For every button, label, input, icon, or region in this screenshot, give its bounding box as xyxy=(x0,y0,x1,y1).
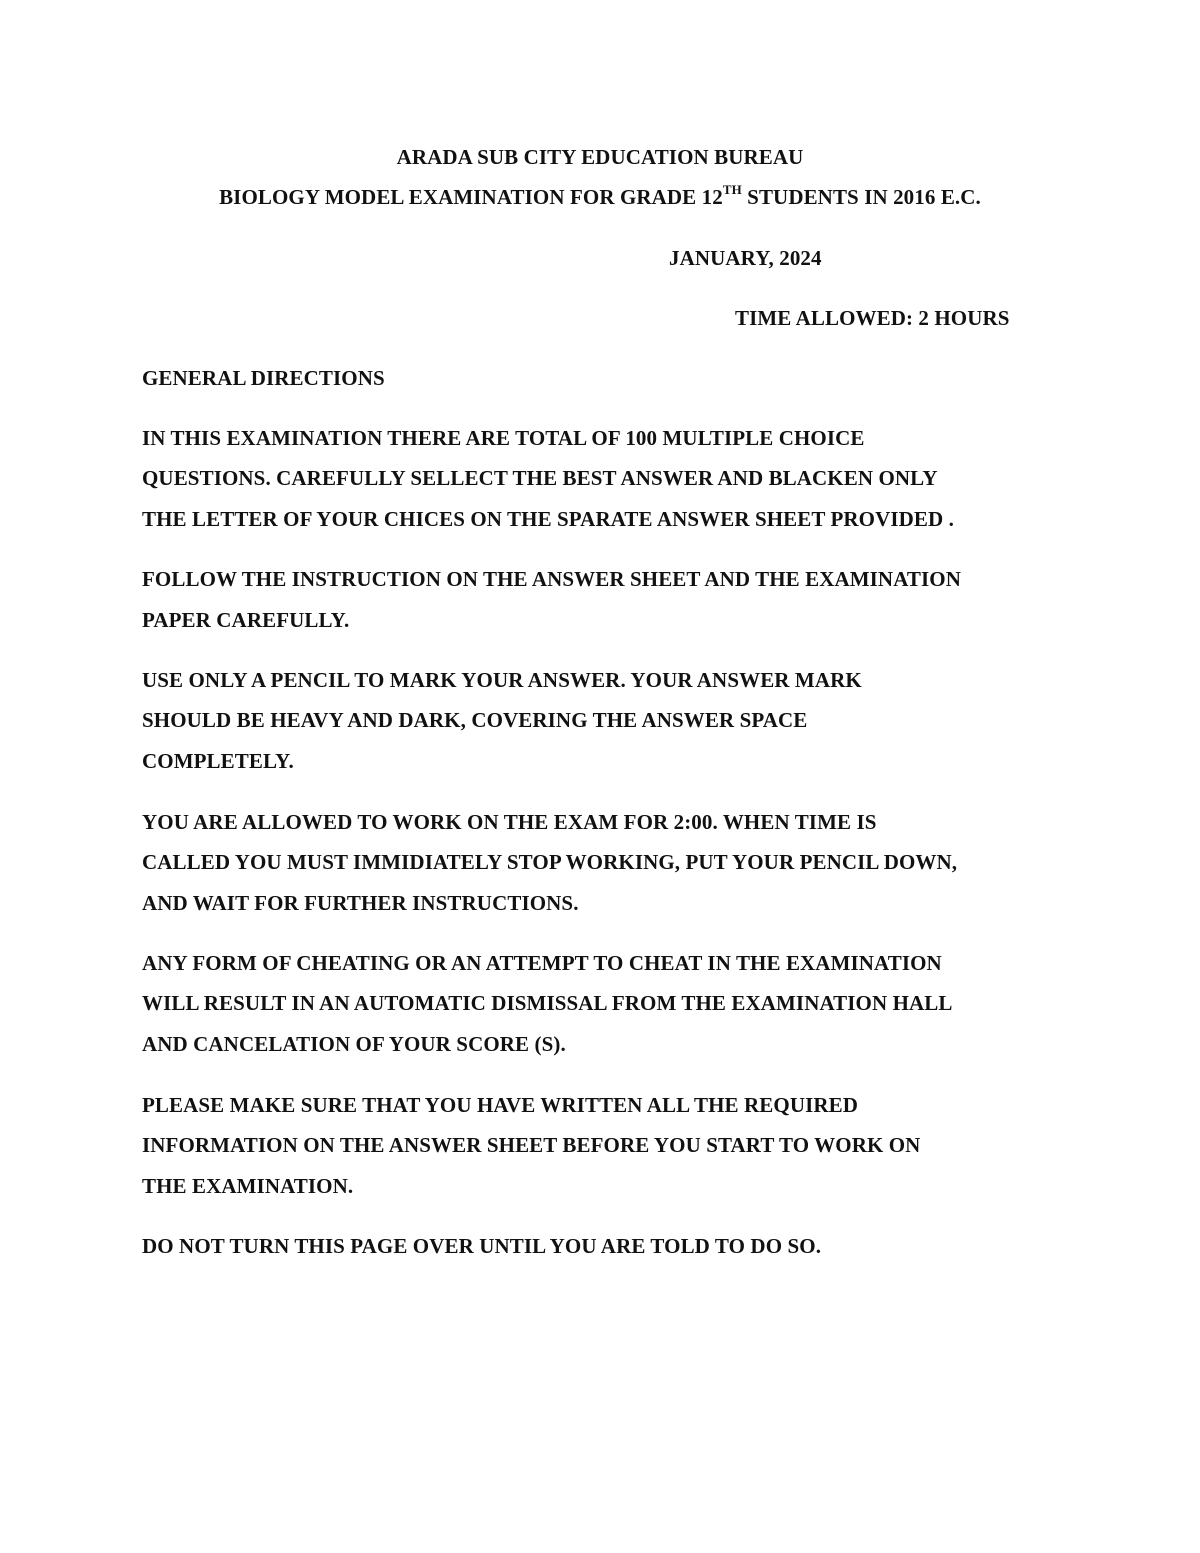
direction-5-line-2: WILL RESULT IN AN AUTOMATIC DISMISSAL FROM THE EXAMINATION HALL xyxy=(142,991,953,1015)
direction-6-line-3: THE EXAMINATION. xyxy=(142,1174,354,1198)
direction-4-line-3: AND WAIT FOR FURTHER INSTRUCTIONS. xyxy=(142,891,579,915)
direction-2-line-2: PAPER CAREFULLY. xyxy=(142,608,350,632)
bureau-title: ARADA SUB CITY EDUCATION BUREAU xyxy=(396,145,804,169)
exam-title-superscript: TH xyxy=(722,182,742,197)
direction-1-line-3: THE LETTER OF YOUR CHICES ON THE SPARATE ANSWER SHEET PROVIDED . xyxy=(142,507,954,531)
direction-4-line-2: CALLED YOU MUST IMMIDIATELY STOP WORKING, PUT YOUR PENCIL DOWN, xyxy=(142,850,958,874)
direction-2-line-1: FOLLOW THE INSTRUCTION ON THE ANSWER SHEET AND THE EXAMINATION xyxy=(142,567,961,591)
direction-6-line-1: PLEASE MAKE SURE THAT YOU HAVE WRITTEN ALL THE REQUIRED xyxy=(142,1093,858,1117)
direction-1-line-1: IN THIS EXAMINATION THERE ARE TOTAL OF 100 MULTIPLE CHOICE xyxy=(142,426,865,450)
exam-title-main: BIOLOGY MODEL EXAMINATION FOR GRADE 12 xyxy=(219,185,723,209)
exam-title xyxy=(0,182,1200,209)
time-allowed: TIME ALLOWED: 2 HOURS xyxy=(735,306,1010,330)
direction-3-line-3: COMPLETELY. xyxy=(142,749,294,773)
direction-4-line-1: YOU ARE ALLOWED TO WORK ON THE EXAM FOR 2:00. WHEN TIME IS xyxy=(142,810,877,834)
directions-heading: GENERAL DIRECTIONS xyxy=(142,366,385,390)
exam-date: JANUARY, 2024 xyxy=(669,246,822,270)
direction-5-line-1: ANY FORM OF CHEATING OR AN ATTEMPT TO CHEAT IN THE EXAMINATION xyxy=(142,951,942,975)
direction-3-line-2: SHOULD BE HEAVY AND DARK, COVERING THE ANSWER SPACE xyxy=(142,708,808,732)
direction-6-line-2: INFORMATION ON THE ANSWER SHEET BEFORE YOU START TO WORK ON xyxy=(142,1133,921,1157)
direction-3-line-1: USE ONLY A PENCIL TO MARK YOUR ANSWER. YOUR ANSWER MARK xyxy=(142,668,862,692)
direction-5-line-3: AND CANCELATION OF YOUR SCORE (S). xyxy=(142,1032,566,1056)
exam-title-rest: STUDENTS IN 2016 E.C. xyxy=(741,185,981,209)
direction-1-line-2: QUESTIONS. CAREFULLY SELLECT THE BEST ANSWER AND BLACKEN ONLY xyxy=(142,466,938,490)
direction-7-line-1: DO NOT TURN THIS PAGE OVER UNTIL YOU ARE TOLD TO DO SO. xyxy=(142,1234,822,1258)
